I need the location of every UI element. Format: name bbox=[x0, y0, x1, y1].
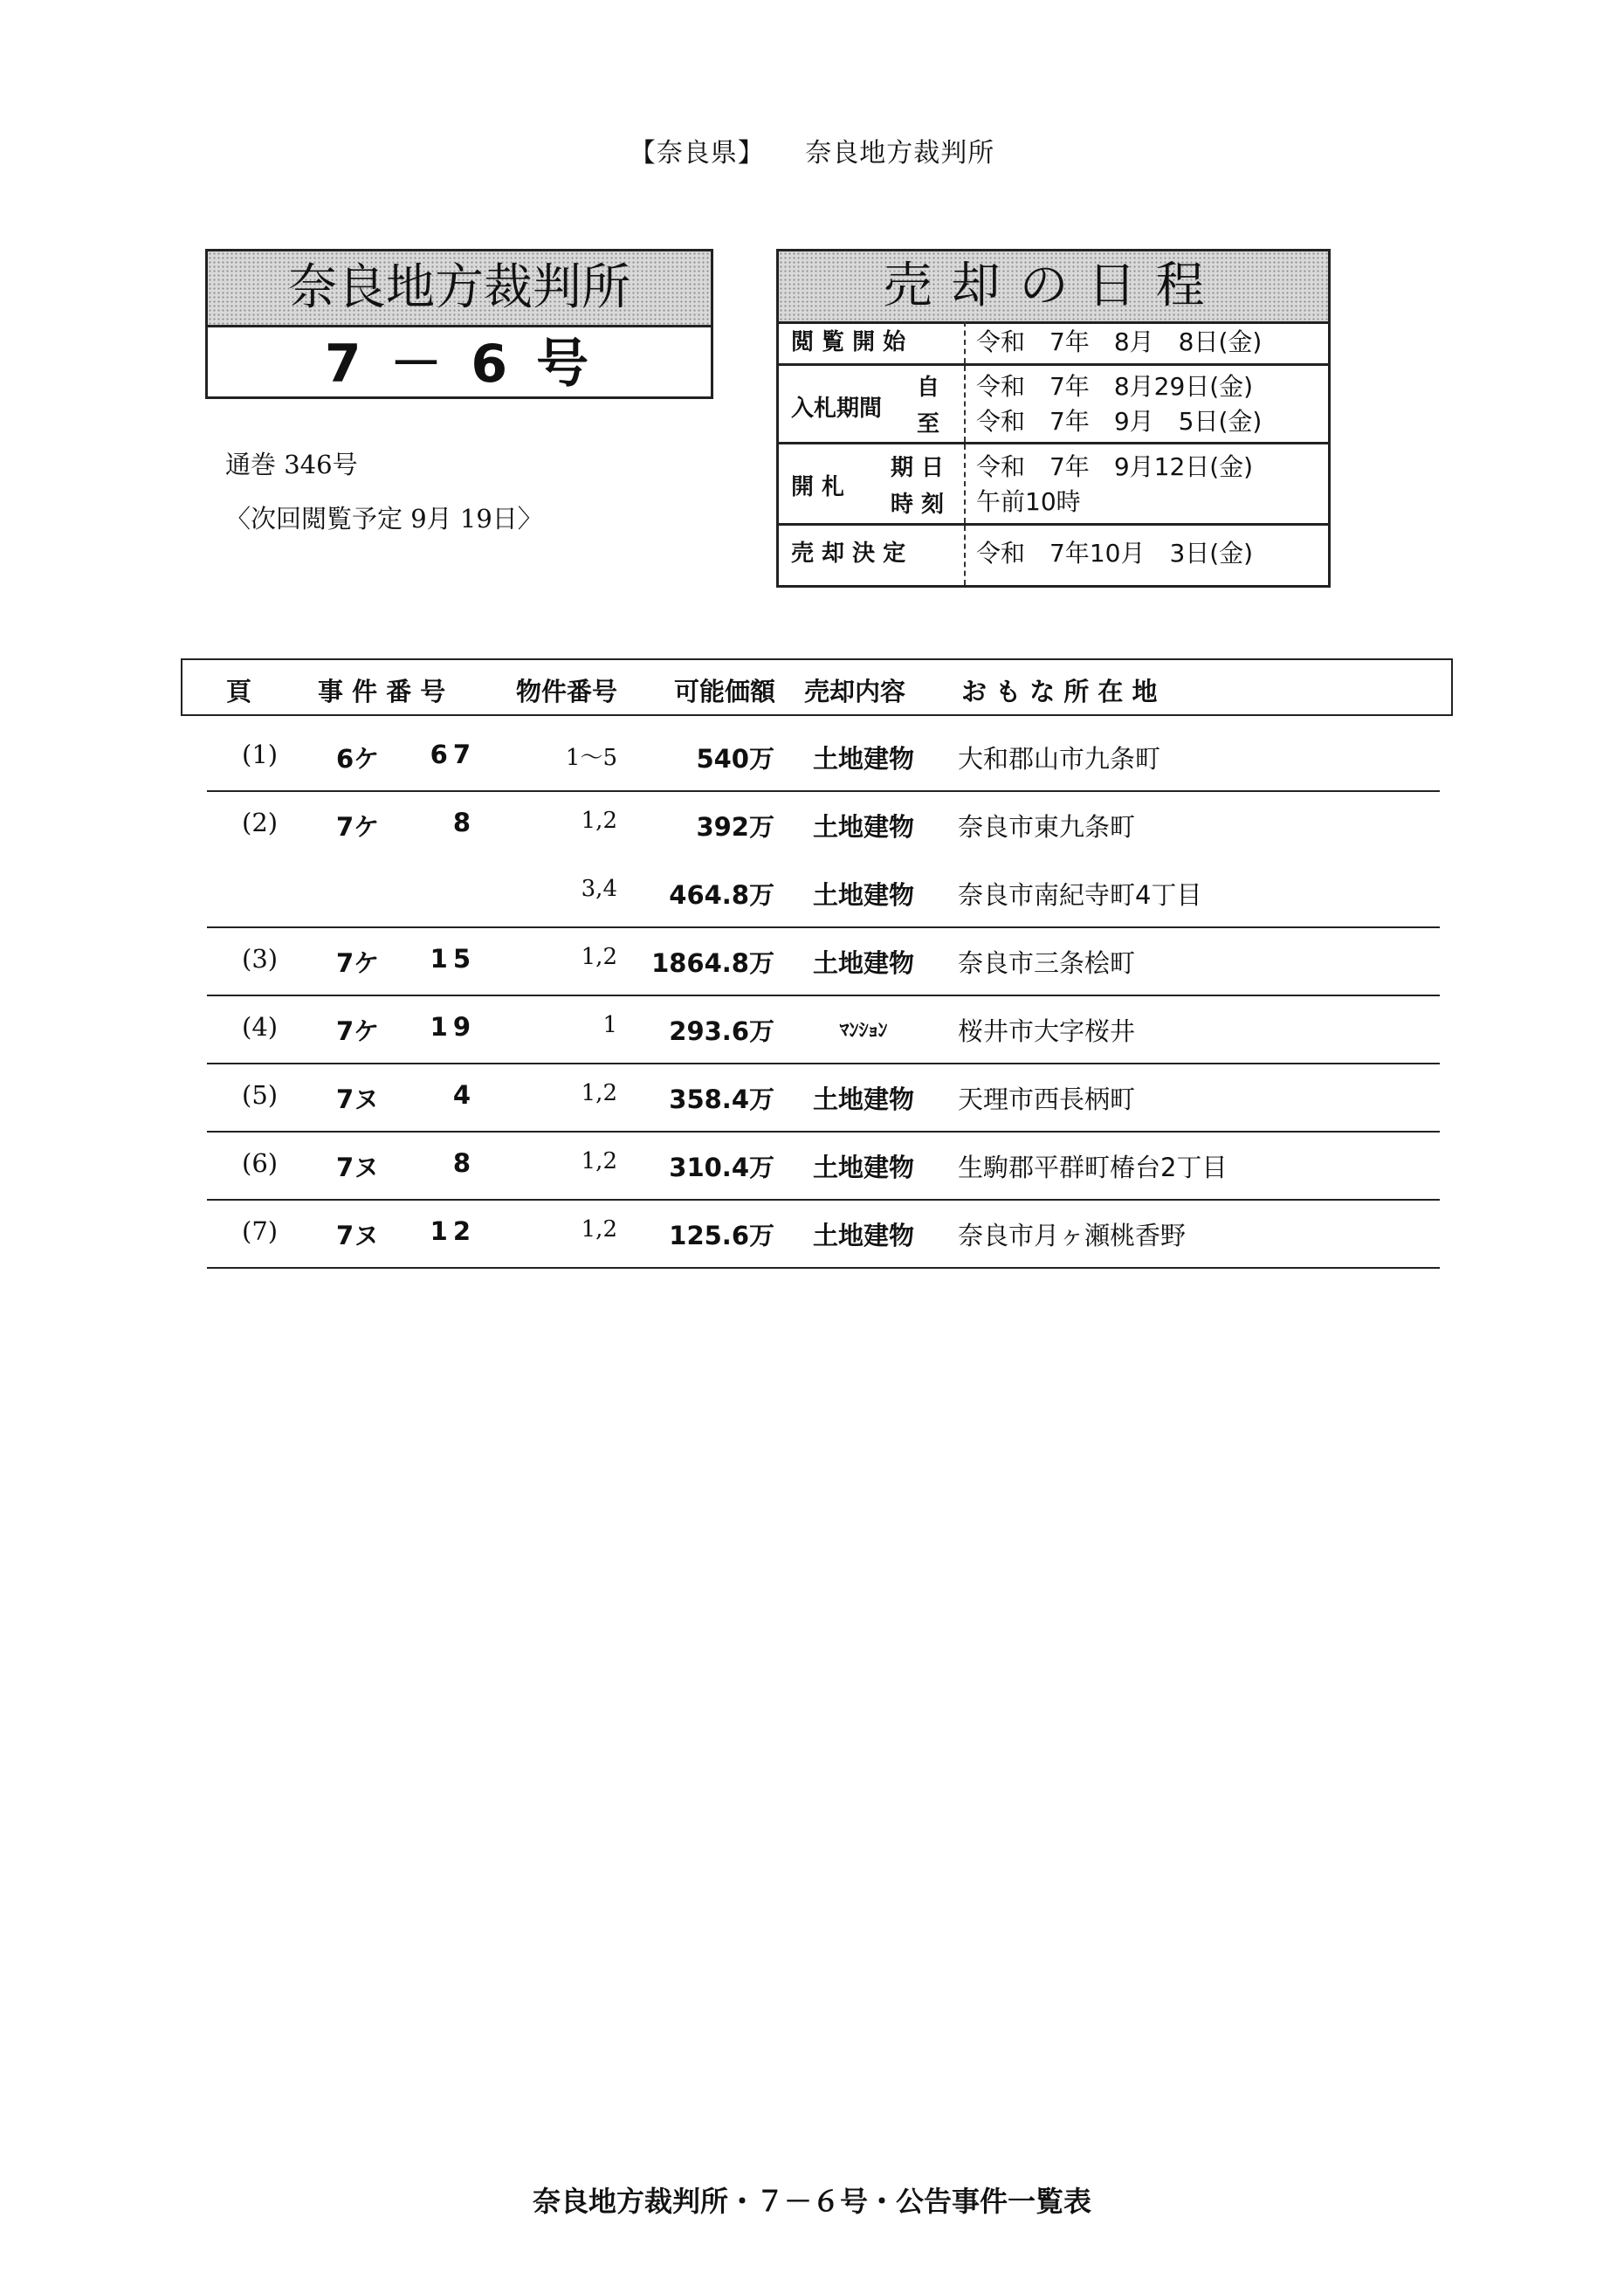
bid-from-label: 自 bbox=[917, 375, 940, 401]
bidding-label-cell bbox=[779, 366, 964, 442]
schedule-row-viewing bbox=[779, 321, 1328, 366]
row-property: 1 bbox=[602, 1012, 617, 1038]
viewing-label: 閲 覧 開 始 bbox=[791, 329, 906, 355]
opening-values bbox=[964, 444, 1328, 523]
row-page: (6) bbox=[242, 1148, 279, 1178]
sale-schedule-box bbox=[776, 249, 1331, 588]
row-case-num: 15 bbox=[430, 944, 476, 974]
decision-label: 売 却 決 定 bbox=[791, 541, 906, 567]
row-case-num: 12 bbox=[430, 1216, 476, 1246]
row-case: 6ケ bbox=[336, 744, 380, 774]
opening-time-label: 時 刻 bbox=[891, 492, 945, 518]
row-type: 土地建物 bbox=[812, 1221, 914, 1250]
row-type: 土地建物 bbox=[812, 1153, 914, 1182]
row-price: 1864.8万 bbox=[651, 948, 774, 978]
row-page: (2) bbox=[242, 808, 279, 837]
row-property: 1,2 bbox=[581, 944, 617, 970]
next-viewing-note: 〈次回閲覧予定 9月 19日〉 bbox=[225, 504, 543, 534]
row-page: (1) bbox=[242, 740, 279, 769]
row-type: 土地建物 bbox=[812, 880, 914, 910]
row-property: 1～5 bbox=[565, 745, 617, 771]
row-address: 奈良市月ヶ瀬桃香野 bbox=[958, 1221, 1187, 1250]
row-type: ﾏﾝｼｮﾝ bbox=[839, 1020, 888, 1042]
row-page: (3) bbox=[242, 944, 279, 974]
table-row bbox=[207, 858, 1440, 928]
row-type: 土地建物 bbox=[812, 812, 914, 842]
row-address: 桜井市大字桜井 bbox=[958, 1016, 1136, 1046]
viewing-value bbox=[964, 321, 1328, 363]
col-property-number: 物件番号 bbox=[516, 677, 618, 706]
row-price: 310.4万 bbox=[669, 1153, 774, 1182]
table-row bbox=[207, 790, 1440, 858]
row-price: 392万 bbox=[696, 812, 774, 842]
row-price: 464.8万 bbox=[669, 880, 774, 910]
row-address: 天理市西長柄町 bbox=[958, 1085, 1136, 1114]
row-address: 生駒郡平群町椿台2丁目 bbox=[958, 1153, 1228, 1182]
page-footer: 奈良地方裁判所・７－６号・公告事件一覧表 bbox=[532, 2185, 1091, 2218]
row-property: 1,2 bbox=[581, 1216, 617, 1243]
table-row bbox=[207, 1199, 1440, 1269]
row-address: 奈良市南紀寺町4丁目 bbox=[958, 880, 1202, 910]
decision-date: 令和 7年10月 3日(金) bbox=[976, 539, 1254, 568]
row-address: 奈良市東九条町 bbox=[958, 812, 1136, 842]
col-address: お も な 所 在 地 bbox=[961, 677, 1158, 706]
bid-to-date: 令和 7年 9月 5日(金) bbox=[976, 407, 1263, 436]
row-case: 7ヌ bbox=[336, 1221, 380, 1250]
row-type: 土地建物 bbox=[812, 948, 914, 978]
row-address: 奈良市三条桧町 bbox=[958, 948, 1136, 978]
row-page: (7) bbox=[242, 1216, 279, 1246]
row-case: 7ケ bbox=[336, 948, 380, 978]
row-page: (4) bbox=[242, 1012, 279, 1042]
row-page: (5) bbox=[242, 1080, 279, 1110]
bid-to-label: 至 bbox=[917, 411, 940, 437]
bid-from-date: 令和 7年 8月29日(金) bbox=[976, 372, 1254, 401]
row-type: 土地建物 bbox=[812, 1085, 914, 1114]
row-property: 3,4 bbox=[581, 876, 617, 902]
row-case-num: 4 bbox=[452, 1080, 476, 1110]
decision-value bbox=[964, 526, 1328, 585]
schedule-row-opening bbox=[779, 444, 1328, 526]
opening-label: 開 札 bbox=[791, 474, 845, 500]
row-case-num: 8 bbox=[452, 1148, 476, 1178]
row-case: 7ヌ bbox=[336, 1085, 380, 1114]
row-property: 1,2 bbox=[581, 1148, 617, 1174]
col-price: 可能価額 bbox=[674, 677, 776, 706]
row-property: 1,2 bbox=[581, 1080, 617, 1106]
table-row bbox=[207, 722, 1440, 792]
table-row bbox=[207, 995, 1440, 1064]
row-case: 7ヌ bbox=[336, 1153, 380, 1182]
row-price: 358.4万 bbox=[669, 1085, 774, 1114]
table-row bbox=[207, 1063, 1440, 1133]
col-case-number: 事 件 番 号 bbox=[318, 677, 446, 706]
row-case: 7ケ bbox=[336, 1016, 380, 1046]
bidding-values bbox=[964, 366, 1328, 442]
row-case-num: 67 bbox=[430, 740, 476, 769]
bid-period-label: 入札期間 bbox=[791, 396, 883, 422]
table-header bbox=[181, 658, 1453, 716]
table-row bbox=[207, 926, 1440, 996]
row-type: 土地建物 bbox=[812, 744, 914, 774]
row-price: 293.6万 bbox=[669, 1016, 774, 1046]
row-case-num: 19 bbox=[430, 1012, 476, 1042]
opening-time: 午前10時 bbox=[976, 487, 1081, 516]
row-price: 540万 bbox=[696, 744, 774, 774]
volume-number: 通巻 346号 bbox=[225, 450, 358, 479]
table-row bbox=[207, 1131, 1440, 1201]
court-box bbox=[205, 249, 713, 399]
opening-label-cell bbox=[779, 444, 964, 523]
viewing-date: 令和 7年 8月 8日(金) bbox=[976, 327, 1263, 356]
schedule-row-decision bbox=[779, 526, 1328, 585]
court-box-title: 奈良地方裁判所 bbox=[208, 251, 711, 327]
col-page: 頁 bbox=[226, 677, 252, 706]
row-case-num: 8 bbox=[452, 808, 476, 837]
page-header bbox=[0, 131, 1624, 169]
schedule-title: 売却の日程 bbox=[779, 251, 1328, 324]
opening-date-label: 期 日 bbox=[891, 455, 945, 481]
opening-date: 令和 7年 9月12日(金) bbox=[976, 452, 1254, 481]
row-property: 1,2 bbox=[581, 808, 617, 834]
issue-number: 7 － 6 号 bbox=[324, 334, 595, 395]
prefecture-label: 【奈良県】 bbox=[629, 138, 765, 169]
schedule-row-bidding bbox=[779, 366, 1328, 444]
row-price: 125.6万 bbox=[669, 1221, 774, 1250]
row-address: 大和郡山市九条町 bbox=[958, 744, 1161, 774]
col-sale-type: 売却内容 bbox=[804, 677, 906, 706]
row-case: 7ケ bbox=[336, 812, 380, 842]
court-name: 奈良地方裁判所 bbox=[805, 138, 995, 169]
